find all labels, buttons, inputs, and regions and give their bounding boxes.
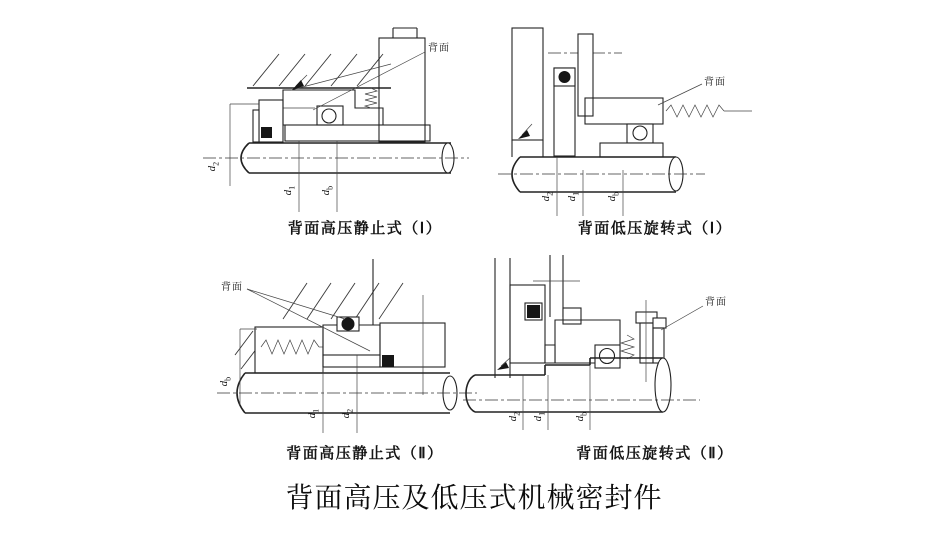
shaft (217, 373, 477, 413)
dim-label-d1: $d_1$ (532, 411, 547, 422)
dim-label-d1: $d_1$ (282, 185, 297, 196)
shaft (463, 358, 700, 412)
o-ring (595, 345, 620, 368)
o-ring-dark (342, 318, 355, 331)
seal-cross-section-drawing-2 (490, 20, 770, 235)
flow-arrow (518, 124, 532, 139)
spring (365, 88, 377, 108)
panel-caption-3: 背面高压静止式（Ⅱ） (286, 446, 444, 462)
back-face-label: 背面 (428, 43, 450, 54)
spring-box (255, 327, 323, 373)
back-face-label: 背面 (221, 282, 243, 293)
o-ring (627, 124, 653, 143)
dim-label-d2: $d_2$ (540, 191, 555, 202)
panel-caption-2: 背面低压旋转式（Ⅰ） (577, 221, 733, 237)
shaft-sleeve (600, 143, 663, 157)
o-ring (317, 106, 343, 125)
dim-label-db: $d_b$ (320, 185, 335, 196)
panel-low-pressure-rotary-2 (455, 250, 775, 445)
panel-caption-1: 背面高压静止式（Ⅰ） (287, 221, 443, 237)
seal-ring (323, 317, 380, 355)
dim-label-db: $d_b$ (218, 376, 233, 387)
panel-low-pressure-rotary-1 (490, 20, 770, 235)
shaft (203, 143, 469, 173)
dimension-lines (557, 157, 623, 216)
leader-line (658, 84, 702, 105)
leader-line (247, 289, 345, 319)
spring (621, 335, 634, 359)
seal-cross-section-drawing-1 (195, 20, 495, 235)
dim-label-d2: $d_2$ (206, 161, 221, 172)
stationary-seat (554, 68, 575, 156)
leader-line (661, 306, 703, 330)
flow-arrow (497, 358, 510, 370)
panel-caption-4: 背面低压旋转式（Ⅱ） (576, 446, 734, 462)
dim-label-d2: $d_2$ (507, 411, 522, 422)
rotating-ring (585, 98, 663, 124)
back-face-label: 背面 (704, 77, 726, 88)
shaft-sleeve (285, 125, 430, 141)
dim-label-db: $d_b$ (574, 411, 589, 422)
back-face-label: 背面 (705, 297, 727, 308)
gasket (261, 127, 272, 138)
drive-collar (380, 295, 445, 395)
gasket (382, 355, 394, 367)
shaft-sleeve (323, 355, 380, 367)
panel-high-pressure-static-1 (195, 20, 495, 235)
dim-label-d2: $d_2$ (340, 408, 355, 419)
dim-label-db: $d_b$ (606, 191, 621, 202)
housing-wall (512, 28, 622, 157)
spring (666, 105, 752, 117)
o-ring-dark (559, 71, 571, 83)
figure-title: 背面高压及低压式机械密封件 (285, 482, 663, 513)
shaft (498, 157, 705, 192)
housing-wall (495, 258, 545, 378)
seal-cross-section-drawing-4 (455, 250, 775, 445)
dim-label-d1: $d_1$ (306, 408, 321, 419)
o-ring-dark (527, 305, 540, 318)
dim-label-d1: $d_1$ (566, 191, 581, 202)
panel-high-pressure-static-2 (195, 255, 485, 445)
